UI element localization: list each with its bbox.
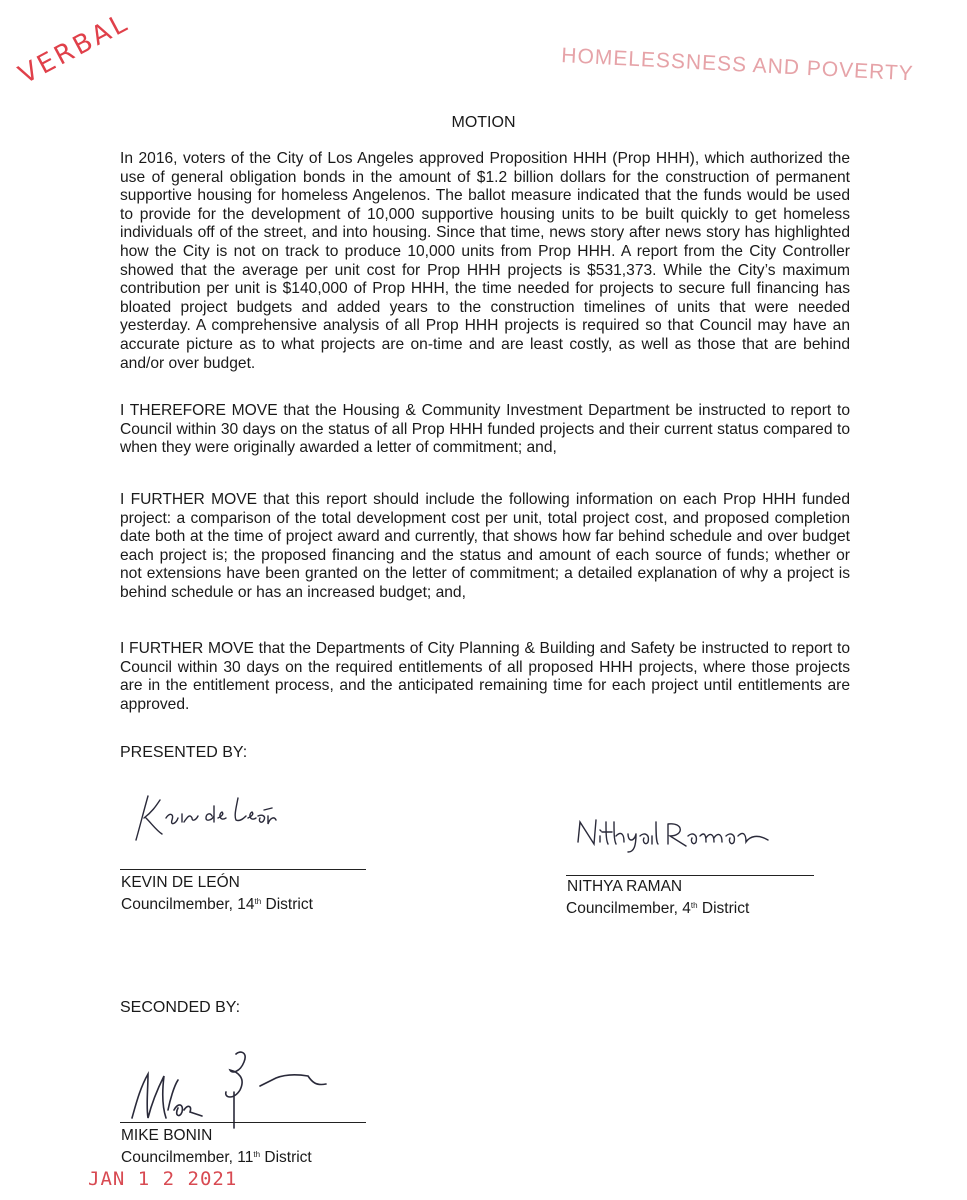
committee-stamp: HOMELESSNESS AND POVERTY	[560, 44, 915, 86]
seconded-by-label: SECONDED BY:	[120, 999, 241, 1016]
motion-paragraph-therefore: I THEREFORE MOVE that the Housing & Community Investment Department be instructed to report to Council within 30 days on the status of all Prop HHH funded projects and their current status compared to when they were originally awarded a letter of commitment; and,	[120, 402, 850, 457]
signature-mike-bonin	[126, 1048, 356, 1124]
signature-line-1	[120, 869, 366, 870]
signer-name-1: KEVIN DE LEÓN	[121, 874, 240, 891]
signer-role-3: Councilmember, 11th District	[121, 1149, 312, 1166]
signer-name-3: MIKE BONIN	[121, 1127, 213, 1144]
motion-paragraph-further-2: I FURTHER MOVE that the Departments of City Planning & Building and Safety be instructed to report to Council within 30 days on the required entitlements of all proposed HHH projects, where those projects are in the entitlement process, and the anticipated remaining time for each project until entitlements are approved.	[120, 640, 850, 713]
document-title: MOTION	[451, 114, 516, 131]
signature-line-2	[566, 875, 814, 876]
presented-by-label: PRESENTED BY:	[120, 744, 248, 761]
signature-nithya-raman	[572, 812, 777, 854]
signer-role-1: Councilmember, 14th District	[121, 896, 313, 913]
motion-paragraph-further-1: I FURTHER MOVE that this report should include the following information on each Prop HHH funded project: a comparison of the total development cost per unit, total project cost, and proposed completion date both at the time of project award and currently, that shows how far behind schedule and over budget each project is; the proposed financing and the status and amount of each source of funds; whether or not extensions have been granted on the letter of commitment; a detailed explanation of why a project is behind schedule or has an increased budget; and,	[120, 491, 850, 601]
signature-kevin-de-leon	[126, 788, 276, 848]
signer-name-2: NITHYA RAMAN	[567, 878, 683, 895]
signature-line-3	[120, 1122, 366, 1123]
motion-paragraph-intro: In 2016, voters of the City of Los Angeles approved Proposition HHH (Prop HHH), which authorized the use of general obligation bonds in the amount of $1.2 billion dollars for the construction of permanent supportive housing for homeless Angelenos. The ballot measure indicated that the funds would be used to provide for the development of 10,000 supportive housing units to be built quickly to get homeless individuals off of the street, and into housing. Since that time, news story after news story has highlighted how the City is not on track to produce 10,000 units from Prop HHH. A report from the City Controller showed that the average per unit cost for Prop HHH projects is $531,373. While the City’s maximum contribution per unit is $140,000 of Prop HHH, the time needed for projects to secure full financing has bloated project budgets and added years to the construction timelines of units that were needed yesterday. A comprehensive analysis of all Prop HHH projects is required so that Council may have an accurate picture as to what projects are on-time and are least costly, as well as those that are behind and/or over budget.	[120, 150, 850, 372]
signer-role-2: Councilmember, 4th District	[566, 900, 750, 917]
date-stamp: JAN 1 2 2021	[88, 1168, 238, 1190]
verbal-stamp: VERBAL	[14, 7, 135, 91]
